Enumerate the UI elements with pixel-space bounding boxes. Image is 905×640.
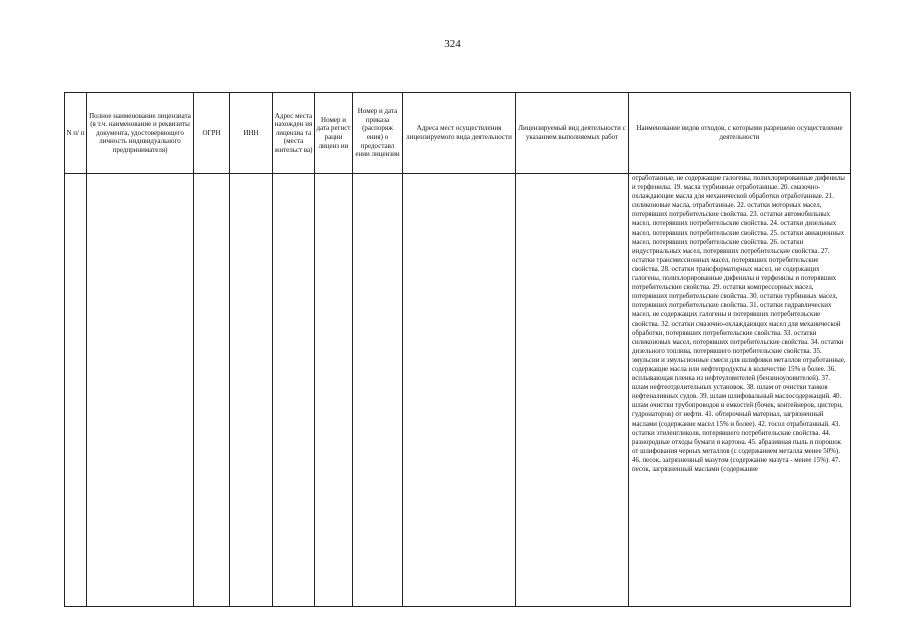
cell-licensee-address [273, 174, 315, 607]
cell-licensee-name [87, 174, 194, 607]
cell-number [65, 174, 87, 607]
header-order-number-date: Номер и дата приказа (распоряж ения) о предоставл ении лицензии [353, 93, 403, 174]
cell-inn [230, 174, 273, 607]
header-license-registration: Номер и дата регист рации лиценз ии [315, 93, 353, 174]
header-licensee-address: Адрес места нахожден ия лицензиа та (места жительст ва) [273, 93, 315, 174]
header-ogrn: ОГРН [194, 93, 230, 174]
cell-ogrn [194, 174, 230, 607]
table-row [65, 174, 851, 607]
cell-licensed-activity [516, 174, 629, 607]
header-activity-addresses: Адреса мест осуществления лицензируемого вида деятельности [403, 93, 516, 174]
license-registry-table [64, 92, 851, 607]
header-number: N п/ п [65, 93, 87, 174]
page-number: 324 [444, 38, 461, 50]
cell-waste-types: отработанные, не содержащие галогены, полихлорированные дифенилы и терфенилы. 19. масла турбинные отработанные. 20. смазочно-охлаждающие масла для механической обработки отработанные. 21. силиконовые масла, отработанные. 22. остатки моторных масел, потерявших потребительские свойства. 23. остатки автомобильных масел, потерявших потребительские свойства. 24. остатки дизельных масел, потерявших потребительские свойства. 25. остатки авиационных масел, потерявших потребительские свойства. 26. остатки индустриальных масел, потерявших потребительские свойства. 27. остатки трансмиссионных масел, потерявших потребительские свойства. 28. остатки трансформаторных масел, не содержащих галогены, полихлорированные дифенилы и терфенилы и потерявших потребительские свойства. 29. остатки компрессорных масел, потерявших потребительские свойства. 30. остатки турбинных масел, потерявших потребительские свойства. 31. остатки гидравлических масел, не содержащих галогены и потерявших потребительские свойства. 32. остатки смазочно-охлаждающих масел для механической обработки, потерявших потребительские свойства. 33. остатки силиконовых масел, потерявших потребительские свойства. 34. остатки дизельного топлива, потерявшего потребительские свойства. 35. эмульсии и эмульсионные смеси для шлифовки металлов отработанные, содержащие масла или нефтепродукты в количестве 15% и более. 36. всплывающая пленка из нефтеуловителей (бензиноуловителей). 37. шлам нефтеотделительных установок. 38. шлам от очистки танков нефтеналивных судов. 39. шлам шлифовальный маслосодержащий. 40. шлам очистки трубопроводов и емкостей (бочек, контейнеров, цистерн, гудронаторов) от нефти. 41. обтирочный материал, загрязненный маслами (содержание масел 15% и более). 42. тосол отработанный. 43. остатки этиленгликоля, потерявшего потребительские свойства. 44. разнородные отходы бумаги и картона. 45. абразивная пыль и порошок от шлифования черных металлов (с содержанием металла менее 50%). 46. песок, загрязненный мазутом (содержание мазута - менее 15%). 47. песок, загрязненный маслами (содержание [629, 174, 851, 607]
header-waste-types: Наименование видов отходов, с которыми разрешено осуществление деятельности [629, 93, 851, 174]
cell-order-number-date [353, 174, 403, 607]
cell-activity-addresses [403, 174, 516, 607]
header-licensee-name: Полное наименование лицензиата (в т.ч. наименование и реквизиты документа, удостоверяющего личность индивидуального предпринимателя) [87, 93, 194, 174]
header-licensed-activity: Лицензируемый вид деятельности с указанием выполняемых работ [516, 93, 629, 174]
license-registry-table-container [64, 92, 850, 606]
header-row [65, 93, 851, 174]
header-inn: ИНН [230, 93, 273, 174]
cell-license-registration [315, 174, 353, 607]
